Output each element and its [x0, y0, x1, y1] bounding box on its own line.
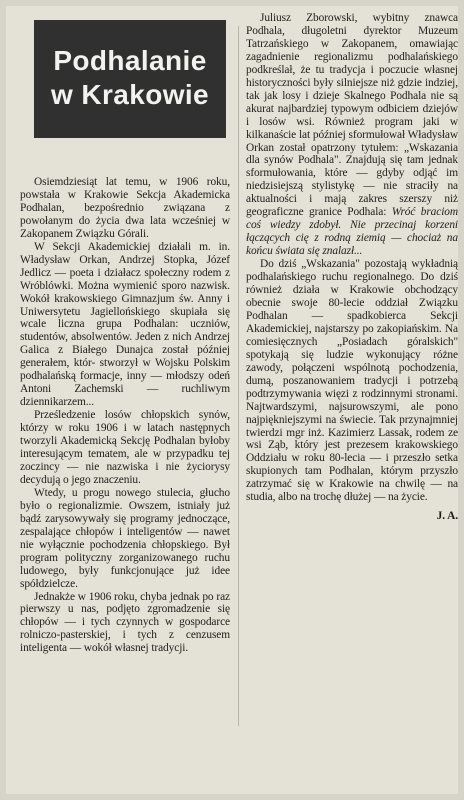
article-paragraph: Do dziś „Wskazania" pozostają wykładnią podhalańskiego ruchu regionalnego. Do dziś również działa w Krakowie obchodzący obecnie swoje 80-lecie oddział Związku Podhalan — spadkobierca Sekcji Akademickiej, najstarszy po zakopiańskim. Na comiesięcznych „Posiadach góralskich" spotykają się ludzie wykonujący różne zawody, połączeni wspólnotą pochodzenia, dumą, poszanowaniem tradycji i potrzebą podtrzymywania więzi z rodzinnymi stronami. Najtwardszymi, najsurowszymi, ale pono najpiękniejszymi na świecie. Tak przynajmniej twierdzi mgr inż. Kazimierz Lassak, rodem ze wsi Ząb, który jest prezesem krakowskiego Oddziału w roku 80-lecia — i przeszło setka skupionych tam Podhalan, którym przyszło zatrzymać się w Krakowie na chwilę — na studia, albo na trochę dłużej — na życie. [246, 258, 458, 504]
right-column [246, 12, 458, 523]
article-paragraph [246, 12, 458, 258]
article-paragraph: Wtedy, u progu nowego stulecia, głucho było o regionalizmie. Owszem, istniały już bądź zarysowywały się programy jednoczące, zespalające chłopów i inteligentów — nawet nie wyłącznie pochodzenia chłopskiego. Był program polityczny zorganizowanego ruchu ludowego, były funkcjonujące już idee spółdzielcze. [20, 486, 230, 590]
article-paragraph: Jednakże w 1906 roku, chyba jednak po raz pierwszy u nas, podjęto zgromadzenie się chłopów — i tych czynnych w gospodarce rolniczo-pasterskiej, i tych z cenzusem inteligenta — wokół własnej tradycji. [20, 590, 230, 655]
article-paragraph: W Sekcji Akademickiej działali m. in. Władysław Orkan, Andrzej Stopka, Józef Jedlicz — poeta i działacz społeczny rodem z Wróblówki. Można wymienić sporo nazwisk. Wokół krakowskiego Gimnazjum św. Anny i Uniwersytetu Jagiellońskiego skupiała się wcale liczna grupa Podhalan: uczniów, studentów, absolwentów. Jeden z nich Andrzej Galica z Białego Dunajca został później generałem, któr- stworzył w Wojsku Polskim podhalańską formacje, inny — młodszy odeń Antoni Zachemski — ruchliwym dziennikarzem... [20, 240, 230, 409]
newspaper-clipping [6, 6, 458, 794]
column-divider [238, 26, 239, 726]
paragraph-text: Juliusz Zborowski, wybitny znawca Podhala, długoletni dyrektor Muzeum Tatrzańskiego w Zakopanem, omawiając zagadnienie regionalizmu podhalańskiego podkreślał, że tu tradycja i poczucie własnej historyczności były silniejsze niż gdzie indziej, tak jak losy i dzieje Skalnego Podhala nie są akurat najbardziej typowym odbiciem dziejów i losów wsi. Również program jaki w kilkanaście lat później sformułował Władysław Orkan został opatrzony tytułem: „Wskazania dla synów Podhala". Znajdują się tam jednak sformułowania, które — gdyby odjąć im niedzisiejszą stylistykę — nie straciły na aktualności i mają zakres szerszy niż geograficzne granice Podhala: [246, 12, 458, 219]
headline-spacer [20, 138, 230, 176]
author-signature: J. A. [436, 510, 458, 523]
headline-line-1: Podhalanie [53, 45, 207, 76]
headline-line-2: w Krakowie [50, 79, 210, 110]
article-paragraph: Prześledzenie losów chłopskich synów, którzy w roku 1906 i w latach następnych tworzyli Akademicką Sekcję Podhalan byłoby interesującym tematem, ale w przypadku tej zoczincy — nie nazwiska i nie życiorysy decydują o jego znaczeniu. [20, 409, 230, 486]
headline [34, 20, 226, 138]
orkan-quote: Wróć braciom coś wiedzy zdobył. Nie przecinaj korzeni łączących cię z rodną ziemią — chociaż na końcu świata się znalazł... [246, 206, 459, 258]
left-column [20, 12, 230, 655]
article-paragraph: Osiemdziesiąt lat temu, w 1906 roku, powstała w Krakowie Sekcja Akademicka Podhalan, bezpośrednio związana z powołanym do życia dwa lata wcześniej w Zakopanem Związku Górali. [20, 176, 230, 240]
